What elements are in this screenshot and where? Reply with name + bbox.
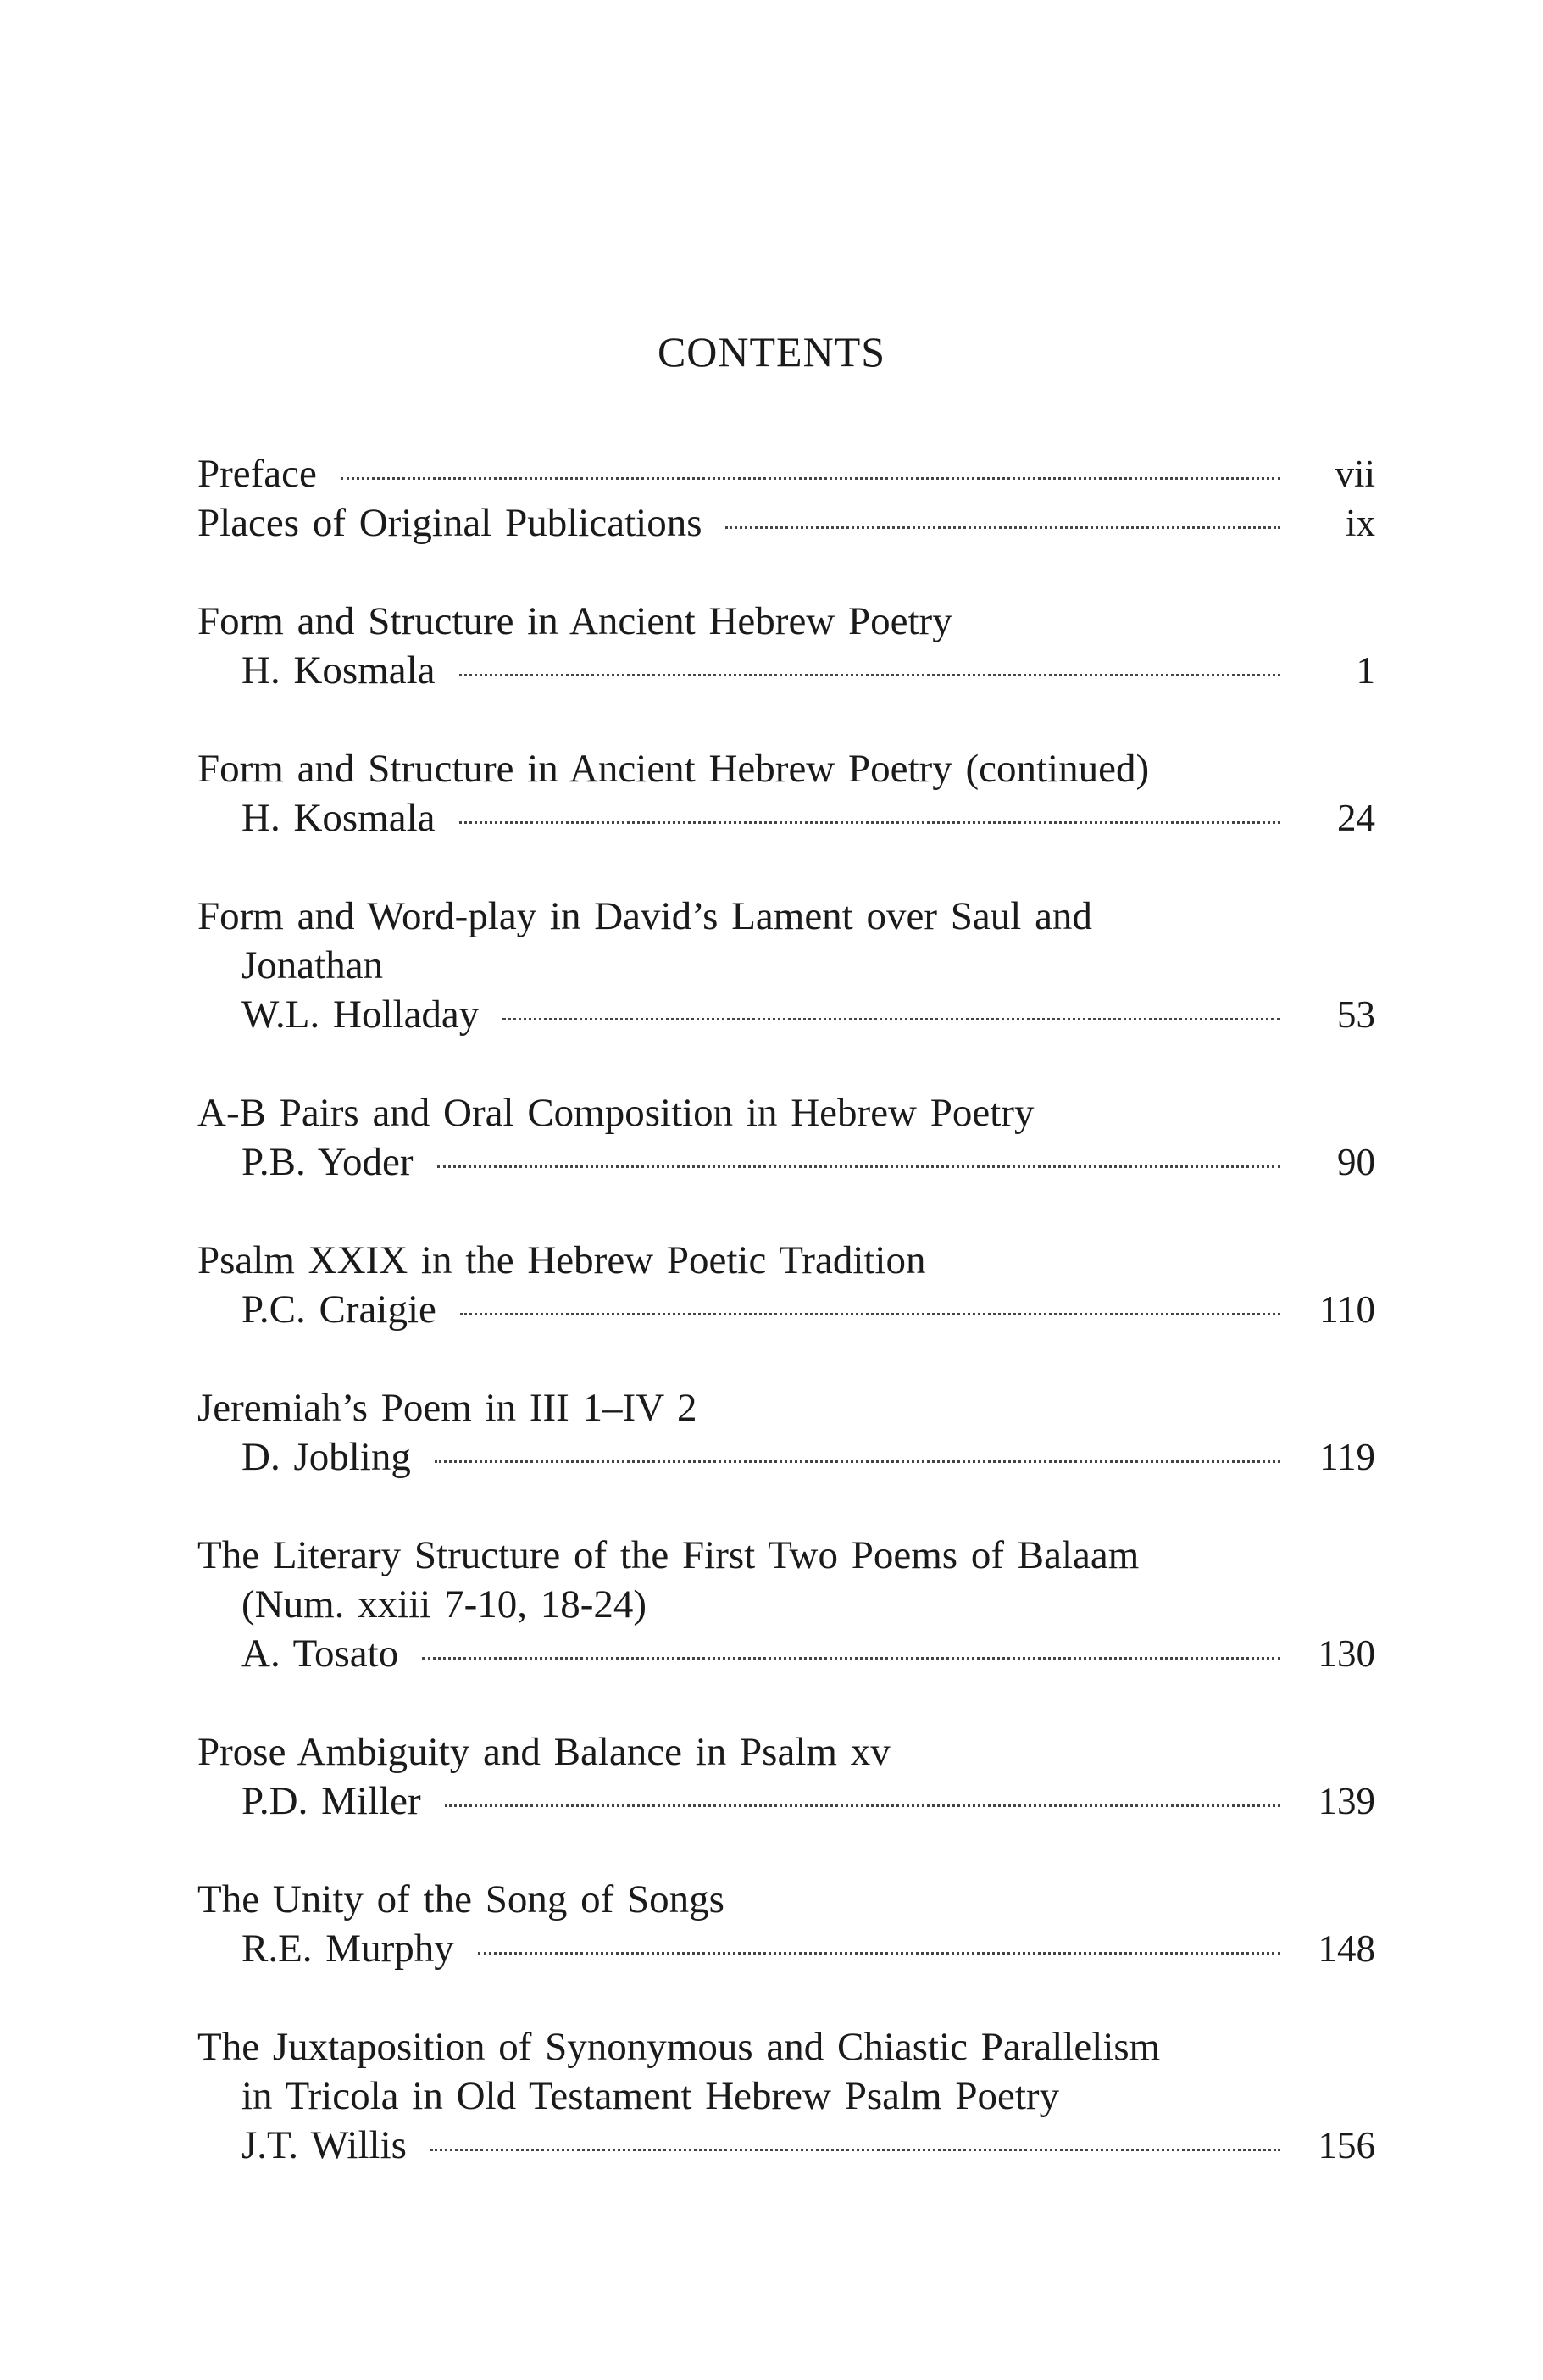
article-author: R.E. Murphy	[241, 1927, 454, 1971]
toc-entry-article[interactable]	[197, 744, 1375, 842]
article-title: Psalm XXIX in the Hebrew Poetic Tradition	[197, 1238, 926, 1282]
entry-label: Preface	[197, 452, 317, 496]
article-title: Form and Structure in Ancient Hebrew Poetry	[197, 599, 952, 643]
entry-label: Places of Original Publications	[197, 501, 702, 545]
article-title-continued: in Tricola in Old Testament Hebrew Psalm Poetry	[241, 2074, 1060, 2118]
article-author: P.C. Craigie	[241, 1287, 436, 1332]
author-row	[197, 1629, 1375, 1678]
toc-entry-preface[interactable]	[197, 449, 1375, 498]
article-title: The Literary Structure of the First Two Poems of Balaam	[197, 1533, 1140, 1577]
dot-leader	[430, 2149, 1280, 2151]
article-title: The Juxtaposition of Synonymous and Chiastic Parallelism	[197, 2025, 1161, 2069]
toc-entry-article[interactable]	[197, 1236, 1375, 1334]
page-number: vii	[1335, 453, 1375, 495]
dot-leader	[445, 1804, 1280, 1807]
page-number: 110	[1319, 1288, 1375, 1331]
toc-entry-article[interactable]	[197, 1531, 1375, 1678]
page-number: ix	[1345, 502, 1375, 544]
dot-leader	[459, 821, 1280, 824]
dot-leader	[725, 526, 1280, 529]
page-number: 139	[1318, 1780, 1375, 1822]
article-author: P.D. Miller	[241, 1779, 421, 1823]
author-row	[197, 1432, 1375, 1482]
page-number: 53	[1337, 993, 1375, 1036]
spacer	[197, 1973, 1375, 2022]
dot-leader	[437, 1165, 1280, 1168]
toc-entry-article[interactable]	[197, 597, 1375, 695]
toc-entry-article[interactable]	[197, 1875, 1375, 1973]
table-of-contents	[197, 449, 1375, 2170]
dot-leader	[502, 1018, 1280, 1020]
page-number: 130	[1318, 1632, 1375, 1675]
toc-entry-article[interactable]	[197, 2022, 1375, 2170]
dot-leader	[435, 1460, 1280, 1463]
spacer	[197, 548, 1375, 597]
dot-leader	[422, 1657, 1280, 1660]
spacer	[197, 1482, 1375, 1531]
article-author: W.L. Holladay	[241, 993, 480, 1037]
article-author: D. Jobling	[241, 1435, 411, 1479]
article-title-continued: (Num. xxiii 7-10, 18-24)	[241, 1582, 647, 1627]
article-author: A. Tosato	[241, 1632, 399, 1676]
article-author: P.B. Yoder	[241, 1140, 414, 1184]
article-title: Jeremiah’s Poem in III 1–IV 2	[197, 1386, 697, 1430]
spacer	[197, 1826, 1375, 1875]
dot-leader	[341, 477, 1280, 480]
toc-entry-places-of-publication[interactable]	[197, 498, 1375, 548]
article-title: Form and Structure in Ancient Hebrew Poetry (continued)	[197, 747, 1150, 791]
article-author: J.T. Willis	[241, 2123, 407, 2167]
dot-leader	[459, 674, 1280, 676]
article-author: H. Kosmala	[241, 796, 436, 840]
spacer	[197, 1039, 1375, 1088]
article-title: Form and Word-play in David’s Lament over Saul and	[197, 894, 1092, 938]
author-row	[197, 2121, 1375, 2170]
spacer	[197, 1334, 1375, 1383]
toc-entry-article[interactable]	[197, 1383, 1375, 1482]
spacer	[197, 1187, 1375, 1236]
article-title: Prose Ambiguity and Balance in Psalm xv	[197, 1730, 891, 1774]
page-number: 156	[1318, 2124, 1375, 2166]
toc-entry-article[interactable]	[197, 1088, 1375, 1187]
dot-leader	[460, 1313, 1280, 1315]
author-row	[197, 1285, 1375, 1334]
toc-entry-article[interactable]	[197, 1727, 1375, 1826]
page-number: 90	[1337, 1141, 1375, 1183]
spacer	[197, 1678, 1375, 1727]
spacer	[197, 842, 1375, 892]
article-title: A-B Pairs and Oral Composition in Hebrew Poetry	[197, 1091, 1035, 1135]
page-number: 119	[1319, 1436, 1375, 1478]
author-row	[197, 1777, 1375, 1826]
spacer	[197, 695, 1375, 744]
toc-entry-article[interactable]	[197, 892, 1375, 1039]
dot-leader	[478, 1952, 1280, 1955]
author-row	[197, 990, 1375, 1039]
page-number: 1	[1356, 649, 1375, 692]
author-row	[197, 793, 1375, 842]
page-number: 148	[1318, 1927, 1375, 1970]
author-row	[197, 646, 1375, 695]
page-title: CONTENTS	[657, 328, 886, 375]
article-title: The Unity of the Song of Songs	[197, 1877, 724, 1921]
article-title-continued: Jonathan	[241, 943, 384, 987]
author-row	[197, 1924, 1375, 1973]
article-author: H. Kosmala	[241, 648, 436, 692]
page-number: 24	[1337, 797, 1375, 839]
author-row	[197, 1137, 1375, 1187]
